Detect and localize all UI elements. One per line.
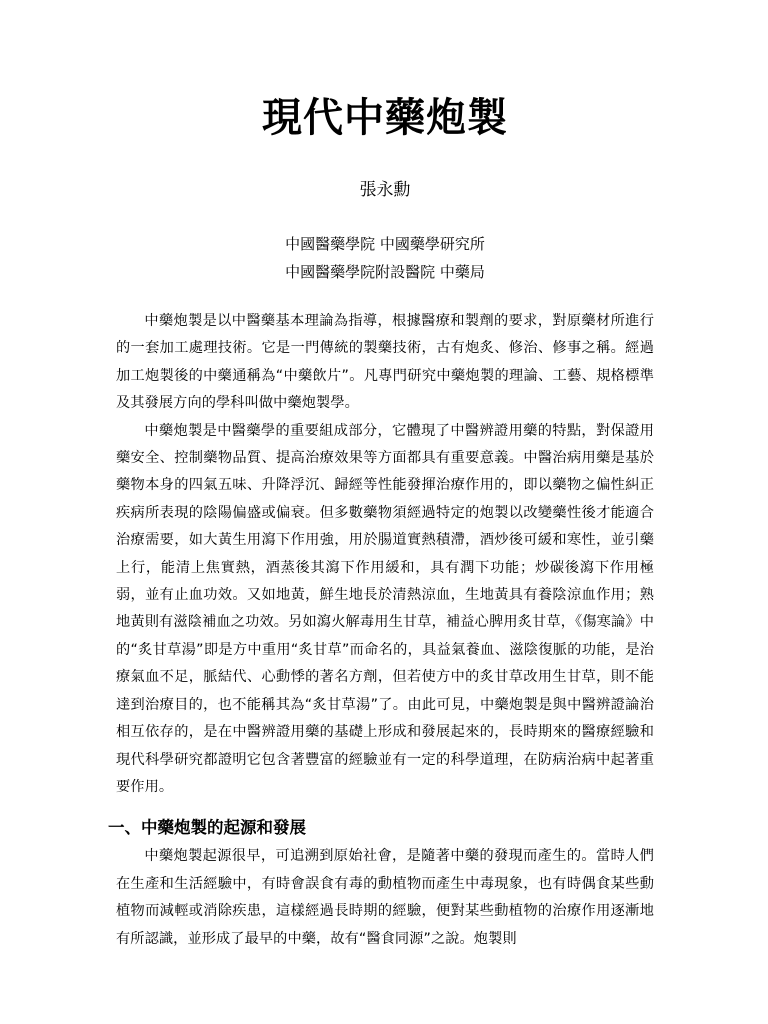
affiliation-block <box>116 230 654 286</box>
page-title: 現代中藥炮製 <box>262 95 508 141</box>
author-name: 張永勳 <box>359 180 411 200</box>
body-paragraph: 中藥炮製是以中醫藥基本理論為指導，根據醫療和製劑的要求，對原藥材所進行的一套加工處理技術。它是一門傳統的製藥技術，古有炮炙、修治、修事之稱。經過加工炮製後的中藥通稱為“中藥飲片”。凡專門研究中藥炮製的理論、工藝、規格標準及其發展方向的學科叫做中藥炮製學。 <box>116 313 654 412</box>
section-heading: 一、中藥炮製的起源和發展 <box>108 818 306 838</box>
section-paragraph: 中藥炮製起源很早，可追溯到原始社會，是隨著中藥的發現而產生的。當時人們在生產和生活經驗中，有時會誤食有毒的動植物而產生中毒現象，也有時偶食某些動植物而減輕或消除疾患，這樣經過長時期的經驗，便對某些動植物的治療作用逐漸地有所認識，並形成了最早的中藥，故有“醫食同源”之說。炮製則 <box>116 848 654 947</box>
affiliation-line: 中國醫藥學院附設醫院 中藥局 <box>285 263 485 281</box>
body-paragraph: 中藥炮製是中醫藥學的重要組成部分，它體現了中醫辨證用藥的特點，對保證用藥安全、控制藥物品質、提高治療效果等方面都具有重要意義。中醫治病用藥是基於藥物本身的四氣五味、升降浮沉、歸經等性能發揮治療作用的，即以藥物之偏性糾正疾病所表現的陰陽偏盛或偏衰。但多數藥物須經過特定的炮製以改變藥性後才能適合治療需要，如大黃生用瀉下作用強，用於腸道實熱積滯，酒炒後可緩和寒性，並引藥上行，能清上焦實熱，酒蒸後其瀉下作用緩和，具有潤下功能；炒碳後瀉下作用極弱，並有止血功效。又如地黃，鮮生地長於清熱涼血，生地黃具有養陰涼血作用；熟地黃則有滋陰補血之功效。另如瀉火解毒用生甘草，補益心脾用炙甘草，《傷寒論》中的“炙甘草湯”即是方中重用“炙甘草”而命名的，具益氣養血、滋陰復脈的功能，是治療氣血不足，脈結代、心動悸的著名方劑，但若使方中的炙甘草改用生甘草，則不能達到治療目的，也不能稱其為“炙甘草湯”了。由此可見，中藥炮製是與中醫辨證論治相互依存的，是在中醫辨證用藥的基礎上形成和發展起來的，長時期來的醫療經驗和現代科學研究都證明它包含著豐富的經驗並有一定的科學道理，在防病治病中起著重要作用。 <box>116 422 654 795</box>
document-body <box>108 308 654 953</box>
affiliation-line: 中國醫藥學院 中國藥學研究所 <box>285 235 485 253</box>
